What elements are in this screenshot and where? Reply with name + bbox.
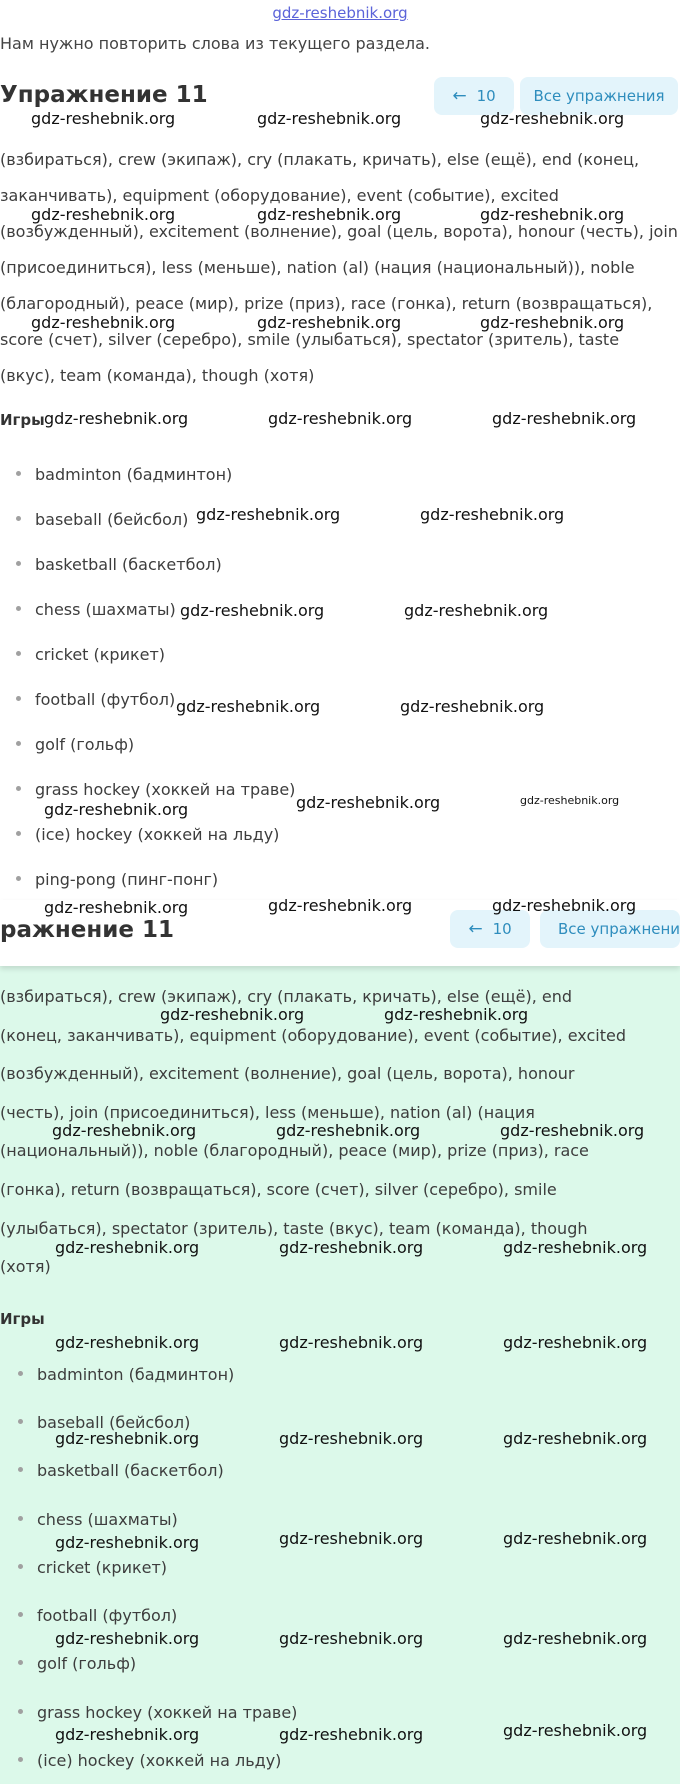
words-line: (возбужденный), excitement (волнение), goal (цель, ворота), honour	[0, 1064, 575, 1084]
watermark: gdz-reshebnik.org	[196, 505, 341, 524]
list-item-label: baseball (бейсбол)	[37, 1413, 191, 1432]
bullet-icon	[18, 1757, 23, 1762]
bullet-icon	[18, 1660, 23, 1665]
watermark: gdz-reshebnik.org	[500, 1121, 645, 1140]
bullet-icon	[16, 651, 21, 656]
list-item	[18, 1510, 178, 1529]
watermark: gdz-reshebnik.org	[480, 313, 625, 332]
exercise-title: Упражнение 11	[0, 82, 208, 108]
watermark: gdz-reshebnik.org	[44, 409, 189, 428]
list-item-label: ping-pong (пинг-понг)	[35, 870, 219, 889]
games-heading-highlighted: Игры	[0, 1310, 45, 1328]
arrow-left-icon: ←	[468, 919, 483, 939]
bullet-icon	[18, 1612, 23, 1617]
list-item	[16, 690, 175, 709]
list-item-label: basketball (баскетбол)	[35, 555, 222, 574]
watermark: gdz-reshebnik.org	[55, 1725, 200, 1744]
watermark: gdz-reshebnik.org	[31, 313, 176, 332]
bullet-icon	[18, 1467, 23, 1472]
watermark: gdz-reshebnik.org	[257, 205, 402, 224]
words-line: (присоединиться), less (меньше), nation (al) (нация (национальный)), noble	[0, 258, 635, 277]
watermark: gdz-reshebnik.org	[384, 1005, 529, 1024]
watermark: gdz-reshebnik.org	[520, 794, 620, 807]
bullet-icon	[16, 696, 21, 701]
words-line: (благородный), peace (мир), prize (приз), race (гонка), return (возвращаться),	[0, 294, 653, 313]
all-exercises-label: Все упражнени	[558, 920, 680, 938]
watermark: gdz-reshebnik.org	[176, 697, 321, 716]
words-line: (национальный)), noble (благородный), peace (мир), prize (приз), race	[0, 1141, 589, 1161]
watermark: gdz-reshebnik.org	[55, 1429, 200, 1448]
list-item-label: baseball (бейсбол)	[35, 510, 189, 529]
watermark: gdz-reshebnik.org	[492, 409, 637, 428]
bullet-icon	[16, 561, 21, 566]
all-exercises-label: Все упражнения	[533, 87, 665, 105]
bullet-icon	[16, 786, 21, 791]
watermark: gdz-reshebnik.org	[503, 1529, 648, 1548]
words-line: (возбужденный), excitement (волнение), goal (цель, ворота), honour (честь), join	[0, 222, 678, 241]
watermark: gdz-reshebnik.org	[268, 409, 413, 428]
list-item	[18, 1703, 297, 1722]
watermark: gdz-reshebnik.org	[55, 1333, 200, 1352]
watermark: gdz-reshebnik.org	[404, 601, 549, 620]
watermark: gdz-reshebnik.org	[480, 205, 625, 224]
list-item	[16, 780, 295, 799]
words-line: (хотя)	[0, 1257, 51, 1277]
watermark: gdz-reshebnik.org	[268, 896, 413, 915]
bullet-icon	[16, 831, 21, 836]
words-line: score (счет), silver (серебро), smile (улыбаться), spectator (зритель), taste	[0, 330, 620, 349]
words-line: (конец, заканчивать), equipment (оборудование), event (событие), excited	[0, 1025, 626, 1045]
watermark: gdz-reshebnik.org	[44, 898, 189, 917]
bullet-icon	[18, 1709, 23, 1714]
list-item-label: cricket (крикет)	[37, 1558, 168, 1577]
bullet-icon	[18, 1419, 23, 1424]
list-item-label: badminton (бадминтон)	[35, 465, 233, 484]
bullet-icon	[16, 876, 21, 881]
site-link[interactable]: gdz-reshebnik.org	[272, 4, 408, 22]
bullet-icon	[18, 1564, 23, 1569]
list-item	[16, 465, 232, 484]
words-line: (честь), join (присоединиться), less (меньше), nation (al) (нация	[0, 1102, 535, 1122]
bullet-icon	[18, 1371, 23, 1376]
list-item-label: (ice) hockey (хоккей на льду)	[35, 825, 280, 844]
watermark: gdz-reshebnik.org	[160, 1005, 305, 1024]
watermark: gdz-reshebnik.org	[31, 109, 176, 128]
list-item-label: football (футбол)	[35, 690, 176, 709]
watermark: gdz-reshebnik.org	[257, 313, 402, 332]
list-item	[16, 870, 218, 889]
list-item-label: badminton (бадминтон)	[37, 1365, 235, 1384]
prev-exercise-button-sticky[interactable]	[450, 910, 530, 948]
list-item-label: football (футбол)	[37, 1606, 178, 1625]
watermark: gdz-reshebnik.org	[492, 896, 637, 915]
watermark: gdz-reshebnik.org	[503, 1629, 648, 1648]
list-item	[18, 1606, 177, 1625]
words-line: заканчивать), equipment (оборудование), event (событие), excited	[0, 186, 559, 205]
watermark: gdz-reshebnik.org	[279, 1429, 424, 1448]
watermark: gdz-reshebnik.org	[279, 1629, 424, 1648]
watermark: gdz-reshebnik.org	[503, 1429, 648, 1448]
watermark: gdz-reshebnik.org	[31, 205, 176, 224]
list-item	[18, 1558, 167, 1577]
list-item	[16, 555, 222, 574]
watermark: gdz-reshebnik.org	[503, 1333, 648, 1352]
intro-text: Нам нужно повторить слова из текущего раздела.	[0, 34, 430, 53]
list-item-label: (ice) hockey (хоккей на льду)	[37, 1751, 282, 1770]
prev-exercise-label: 10	[476, 87, 496, 105]
all-exercises-button-sticky[interactable]	[540, 910, 680, 948]
words-line: (гонка), return (возвращаться), score (счет), silver (серебро), smile	[0, 1180, 557, 1199]
prev-exercise-label: 10	[492, 920, 512, 938]
watermark: gdz-reshebnik.org	[276, 1121, 421, 1140]
watermark: gdz-reshebnik.org	[180, 601, 325, 620]
words-line: (улыбаться), spectator (зритель), taste (вкус), team (команда), though	[0, 1218, 588, 1238]
watermark: gdz-reshebnik.org	[257, 109, 402, 128]
list-item-label: chess (шахматы)	[35, 600, 176, 619]
bullet-icon	[16, 471, 21, 476]
list-item	[18, 1461, 224, 1480]
exercise-title-sticky: ражнение 11	[0, 917, 174, 943]
list-item-label: grass hockey (хоккей на траве)	[37, 1703, 298, 1722]
watermark: gdz-reshebnik.org	[400, 697, 545, 716]
list-item	[16, 645, 165, 664]
list-item-label: grass hockey (хоккей на траве)	[35, 780, 296, 799]
list-item	[18, 1751, 281, 1770]
words-line: (взбираться), crew (экипаж), cry (плакать, кричать), else (ещё), end (конец,	[0, 150, 640, 169]
list-item	[16, 600, 176, 619]
list-item	[16, 510, 188, 529]
watermark: gdz-reshebnik.org	[420, 505, 565, 524]
list-item-label: basketball (баскетбол)	[37, 1461, 224, 1480]
bullet-icon	[16, 741, 21, 746]
list-item-label: golf (гольф)	[37, 1654, 137, 1673]
watermark: gdz-reshebnik.org	[52, 1121, 197, 1140]
list-item-label: chess (шахматы)	[37, 1510, 178, 1529]
list-item	[18, 1365, 234, 1384]
list-item	[16, 735, 134, 754]
watermark: gdz-reshebnik.org	[480, 109, 625, 128]
bullet-icon	[16, 606, 21, 611]
watermark: gdz-reshebnik.org	[503, 1238, 648, 1257]
list-item	[18, 1654, 136, 1673]
watermark: gdz-reshebnik.org	[296, 793, 441, 812]
words-line: (вкус), team (команда), though (хотя)	[0, 366, 315, 385]
watermark: gdz-reshebnik.org	[279, 1529, 424, 1548]
watermark: gdz-reshebnik.org	[503, 1721, 648, 1740]
watermark: gdz-reshebnik.org	[55, 1533, 200, 1552]
watermark: gdz-reshebnik.org	[279, 1725, 424, 1744]
arrow-left-icon: ←	[452, 86, 467, 106]
list-item	[16, 825, 279, 844]
watermark: gdz-reshebnik.org	[55, 1238, 200, 1257]
games-heading: Игры	[0, 411, 45, 429]
list-item-label: cricket (крикет)	[35, 645, 166, 664]
list-item-label: golf (гольф)	[35, 735, 135, 754]
watermark: gdz-reshebnik.org	[55, 1629, 200, 1648]
bullet-icon	[18, 1516, 23, 1521]
bullet-icon	[16, 516, 21, 521]
words-line: (взбираться), crew (экипаж), cry (плакать, кричать), else (ещё), end	[0, 987, 573, 1006]
watermark: gdz-reshebnik.org	[279, 1238, 424, 1257]
watermark: gdz-reshebnik.org	[279, 1333, 424, 1352]
watermark: gdz-reshebnik.org	[44, 800, 189, 819]
